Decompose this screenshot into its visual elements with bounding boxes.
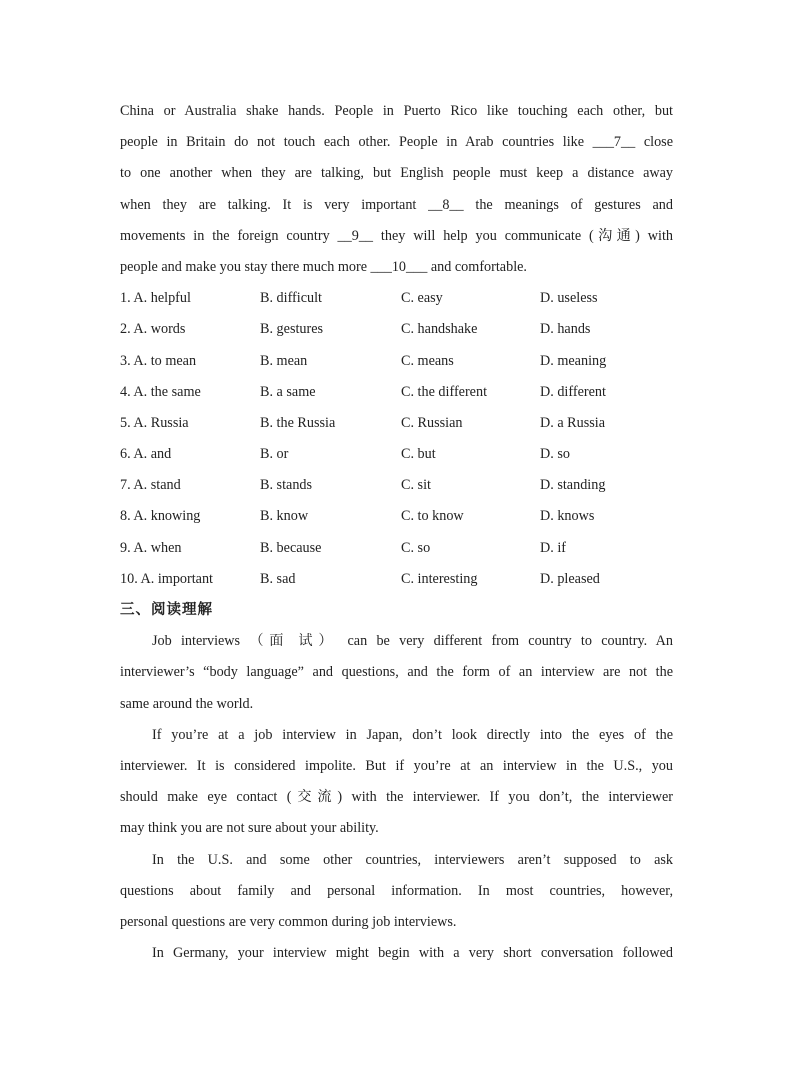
option-d: D. standing [540, 477, 606, 494]
option-a: 10. A. important [120, 570, 214, 587]
cloze-passage [120, 96, 673, 283]
option-d: D. hands [540, 321, 591, 338]
passage-line: movements in the foreign country __9__ they will help you communicate (沟通) with [120, 227, 673, 244]
option-a: 1. A. helpful [120, 290, 191, 307]
answer-options [120, 283, 673, 595]
reading-line: personal questions are very common during job interviews. [120, 913, 457, 930]
passage-line: when they are talking. It is very important __8__ the meanings of gestures and [120, 196, 673, 213]
reading-line: questions about family and personal information. In most countries, however, [120, 882, 673, 899]
option-a: 6. A. and [120, 446, 172, 463]
reading-line: same around the world. [120, 695, 254, 712]
option-b: B. because [260, 539, 322, 556]
option-b: B. gestures [260, 321, 324, 338]
reading-line: should make eye contact (交流) with the interviewer. If you don’t, the interviewer [120, 789, 673, 806]
reading-passage [120, 626, 673, 969]
passage-line: people in Britain do not touch each other. People in Arab countries like ___7__ close [120, 134, 673, 151]
reading-line: If you’re at a job interview in Japan, don’t look directly into the eyes of the [152, 726, 673, 743]
passage-line: to one another when they are talking, but English people must keep a distance away [120, 165, 673, 182]
option-d: D. if [540, 539, 567, 556]
option-b: B. the Russia [260, 414, 336, 431]
option-a: 3. A. to mean [120, 352, 197, 369]
option-d: D. different [540, 383, 606, 400]
option-d: D. pleased [540, 570, 600, 587]
option-d: D. so [540, 446, 570, 463]
option-row [120, 439, 673, 470]
option-row [120, 470, 673, 501]
option-row [120, 346, 673, 377]
option-b: B. mean [260, 352, 308, 369]
option-row [120, 408, 673, 439]
option-c: C. easy [401, 290, 443, 307]
option-row [120, 283, 673, 314]
option-d: D. a Russia [540, 414, 606, 431]
option-b: B. a same [260, 383, 316, 400]
option-a: 7. A. stand [120, 477, 181, 494]
option-c: C. but [401, 446, 436, 463]
passage-line: China or Australia shake hands. People in Puerto Rico like touching each other, but [120, 103, 673, 119]
option-b: B. difficult [260, 290, 323, 307]
option-c: C. to know [401, 508, 464, 525]
option-a: 9. A. when [120, 539, 182, 556]
document-page [120, 96, 673, 969]
option-c: C. sit [401, 477, 431, 494]
section-title: 三、阅读理解 [120, 602, 213, 618]
option-c: C. the different [401, 383, 488, 400]
reading-line: interviewer. It is considered impolite. But if you’re at an interview in the U.S., you [120, 757, 673, 774]
option-b: B. or [260, 446, 289, 463]
option-c: C. so [401, 539, 431, 556]
option-d: D. useless [540, 290, 598, 307]
option-a: 8. A. knowing [120, 508, 201, 525]
option-a: 2. A. words [120, 321, 186, 338]
option-d: D. meaning [540, 352, 607, 369]
option-b: B. stands [260, 477, 313, 494]
reading-line: Job interviews （面 试） can be very different from country to country. An [152, 633, 673, 650]
option-a: 4. A. the same [120, 383, 201, 400]
passage-line: people and make you stay there much more ___10___ and comfortable. [120, 258, 527, 275]
option-row [120, 314, 673, 345]
option-row [120, 377, 673, 408]
option-b: B. know [260, 508, 309, 525]
option-c: C. Russian [401, 414, 463, 431]
reading-line: In Germany, your interview might begin with a very short conversation followed [152, 945, 673, 962]
option-d: D. knows [540, 508, 595, 525]
reading-line: may think you are not sure about your ability. [120, 820, 379, 837]
option-row [120, 533, 673, 564]
option-b: B. sad [260, 570, 296, 587]
option-c: C. means [401, 352, 454, 369]
option-c: C. handshake [401, 321, 478, 338]
option-row [120, 501, 673, 532]
reading-line: In the U.S. and some other countries, interviewers aren’t supposed to ask [152, 851, 673, 868]
option-row [120, 564, 673, 595]
reading-line: interviewer’s “body language” and questions, and the form of an interview are not the [120, 664, 673, 681]
option-c: C. interesting [401, 570, 478, 587]
option-a: 5. A. Russia [120, 414, 189, 431]
